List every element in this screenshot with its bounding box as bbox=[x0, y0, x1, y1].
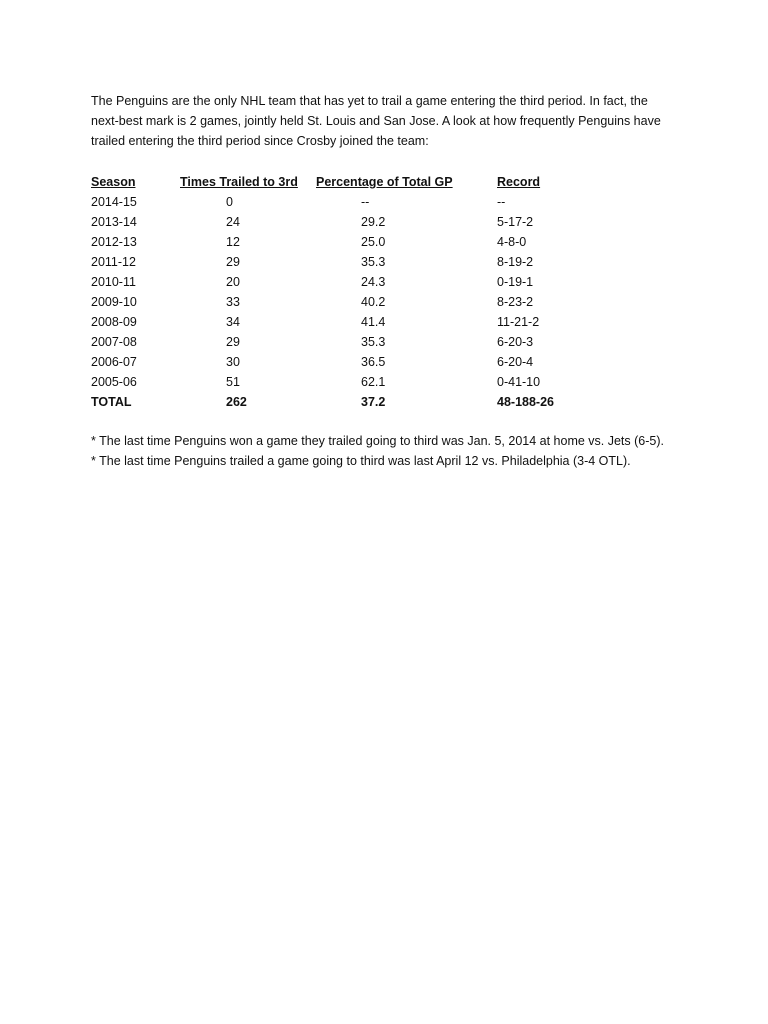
intro-line: next-best mark is 2 games, jointly held St. Louis and San Jose. A look at how frequently Penguins have bbox=[91, 114, 661, 128]
percentage-cell: 29.2 bbox=[361, 215, 386, 229]
season-cell: TOTAL bbox=[91, 395, 132, 409]
record-cell: 11-21-2 bbox=[497, 315, 540, 329]
times-trailed-cell: 0 bbox=[226, 195, 233, 209]
percentage-cell: 40.2 bbox=[361, 295, 386, 309]
table-row bbox=[91, 292, 617, 312]
record-cell: 6-20-3 bbox=[497, 335, 534, 349]
table-row bbox=[91, 212, 617, 232]
times-trailed-cell: 24 bbox=[226, 215, 240, 229]
table-row bbox=[91, 352, 617, 372]
record-cell: 0-19-1 bbox=[497, 275, 534, 289]
percentage-cell: 24.3 bbox=[361, 275, 386, 289]
season-cell: 2008-09 bbox=[91, 315, 137, 329]
percentage-cell: 41.4 bbox=[361, 315, 386, 329]
record-cell: 8-19-2 bbox=[497, 255, 534, 269]
percentage-cell: 36.5 bbox=[361, 355, 386, 369]
times-trailed-cell: 29 bbox=[226, 335, 240, 349]
percentage-cell: 35.3 bbox=[361, 335, 386, 349]
season-cell: 2013-14 bbox=[91, 215, 137, 229]
times-trailed-cell: 33 bbox=[226, 295, 240, 309]
times-trailed-cell: 51 bbox=[226, 375, 240, 389]
season-cell: 2014-15 bbox=[91, 195, 137, 209]
table-row bbox=[91, 192, 617, 212]
footnote: * The last time Penguins trailed a game going to third was last April 12 vs. Philadelphia (3-4 OTL). bbox=[91, 454, 631, 468]
trailing-stats-table bbox=[91, 172, 617, 412]
season-cell: 2006-07 bbox=[91, 355, 137, 369]
record-cell: 48-188-26 bbox=[497, 395, 554, 409]
percentage-cell: 62.1 bbox=[361, 375, 386, 389]
season-cell: 2009-10 bbox=[91, 295, 137, 309]
times-trailed-cell: 34 bbox=[226, 315, 240, 329]
times-trailed-cell: 29 bbox=[226, 255, 240, 269]
record-cell: 6-20-4 bbox=[497, 355, 534, 369]
table-header-row bbox=[91, 172, 617, 192]
percentage-cell: 37.2 bbox=[361, 395, 386, 409]
table-row bbox=[91, 372, 617, 392]
record-cell: 5-17-2 bbox=[497, 215, 534, 229]
season-cell: 2010-11 bbox=[91, 275, 136, 289]
percentage-cell: 35.3 bbox=[361, 255, 386, 269]
times-trailed-cell: 30 bbox=[226, 355, 240, 369]
header-record: Record bbox=[497, 175, 541, 189]
intro-line: The Penguins are the only NHL team that has yet to trail a game entering the third period. In fact, the bbox=[91, 94, 648, 108]
header-season: Season bbox=[91, 175, 136, 189]
percentage-cell: 25.0 bbox=[361, 235, 386, 249]
intro-paragraph bbox=[91, 91, 691, 151]
total-row bbox=[91, 392, 617, 412]
table-row bbox=[91, 252, 617, 272]
header-times-trailed: Times Trailed to 3rd bbox=[180, 175, 298, 189]
record-cell: 8-23-2 bbox=[497, 295, 534, 309]
percentage-cell: -- bbox=[361, 195, 370, 209]
header-percentage: Percentage of Total GP bbox=[316, 175, 453, 189]
record-cell: 4-8-0 bbox=[497, 235, 527, 249]
season-cell: 2005-06 bbox=[91, 375, 137, 389]
season-cell: 2007-08 bbox=[91, 335, 137, 349]
table-row bbox=[91, 272, 617, 292]
times-trailed-cell: 20 bbox=[226, 275, 240, 289]
intro-line: trailed entering the third period since Crosby joined the team: bbox=[91, 134, 429, 148]
season-cell: 2011-12 bbox=[91, 255, 136, 269]
times-trailed-cell: 12 bbox=[226, 235, 240, 249]
record-cell: -- bbox=[497, 195, 506, 209]
record-cell: 0-41-10 bbox=[497, 375, 541, 389]
table-body bbox=[91, 192, 617, 412]
table-row bbox=[91, 312, 617, 332]
season-cell: 2012-13 bbox=[91, 235, 137, 249]
footnote: * The last time Penguins won a game they trailed going to third was Jan. 5, 2014 at home vs. Jets (6-5). bbox=[91, 434, 664, 448]
footnotes bbox=[91, 431, 664, 471]
table-row bbox=[91, 232, 617, 252]
times-trailed-cell: 262 bbox=[226, 395, 247, 409]
table-row bbox=[91, 332, 617, 352]
